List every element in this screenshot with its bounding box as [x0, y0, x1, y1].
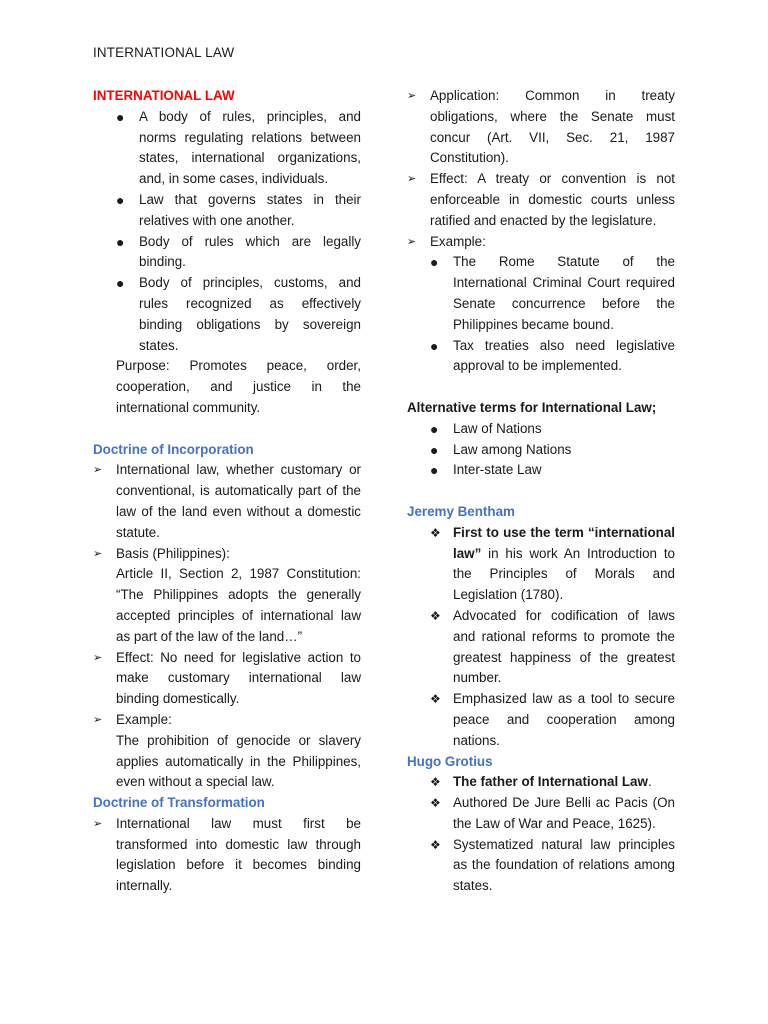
bullet-icon: ●: [430, 254, 439, 271]
list-item: [93, 648, 361, 710]
bullet-icon: ●: [116, 191, 125, 208]
list-item: [407, 793, 675, 835]
list-item-text: Inter-state Law: [453, 462, 542, 478]
arrow-icon: ➢: [93, 817, 103, 830]
list-item-text: Advocated for codification of laws and rational reforms to promote the greatest happiness of the greatest number.: [453, 607, 675, 686]
list-item: [407, 523, 675, 606]
list-item: [407, 440, 675, 461]
right-column: [407, 86, 675, 897]
list-item-text: Application: Common in treaty obligations, where the Senate must concur (Art. VII, Sec. 21, 1987 Constitution).: [430, 88, 675, 166]
list-item-text: International law, whether customary or conventional, is automatically part of the law of the land even without a domestic statute.: [116, 462, 361, 540]
left-column: [93, 86, 361, 897]
arrow-icon: ➢: [93, 547, 103, 560]
bullet-icon: ●: [116, 233, 125, 250]
list-item: [407, 86, 675, 169]
list-item: [93, 814, 361, 897]
diamond-bullet-icon: ❖: [430, 837, 441, 852]
list-item: [407, 689, 675, 751]
list-item-text: Example:: [430, 233, 486, 249]
list-item-bold-text: The father of International Law: [453, 774, 648, 790]
arrow-icon: ➢: [407, 235, 417, 248]
list-item-text: Body of principles, customs, and rules recognized as effectively binding obligations by sovereign states.: [139, 275, 361, 353]
list-item: [407, 606, 675, 689]
list-item-text: International law must first be transformed into domestic law through legislation before it becomes binding internally.: [116, 815, 361, 894]
list-item: [407, 232, 675, 253]
list-item: [93, 107, 361, 190]
list-item-continuation: Article II, Section 2, 1987 Constitution: “The Philippines adopts the generally accepted principles of international law as part of the law of the land…”: [116, 566, 361, 644]
list-item-text: Effect: A treaty or convention is not enforceable in domestic courts unless ratified and enacted by the legislature.: [430, 171, 675, 228]
arrow-icon: ➢: [93, 713, 103, 726]
diamond-bullet-icon: ❖: [430, 775, 441, 790]
bullet-icon: ●: [430, 420, 439, 437]
list-item-text: Law that governs states in their relatives with one another.: [139, 191, 361, 228]
list-item: [407, 419, 675, 440]
list-item-text: Example:: [116, 711, 172, 727]
section-heading-incorporation: Doctrine of Incorporation: [93, 441, 254, 457]
spacer: [407, 481, 675, 502]
spacer: [407, 377, 675, 398]
list-item: [93, 710, 361, 731]
arrow-icon: ➢: [93, 464, 103, 477]
list-item-text: The Rome Statute of the International Criminal Court required Senate concurrence before the Philippines became bound.: [453, 254, 675, 332]
list-item: [407, 336, 675, 378]
section-heading-alternative-terms: Alternative terms for International Law;: [407, 399, 657, 415]
list-item: [407, 772, 675, 793]
section-heading-jeremy-bentham: Jeremy Bentham: [407, 503, 515, 519]
list-item: [93, 190, 361, 232]
list-item-text: .: [647, 774, 652, 790]
diamond-bullet-icon: ❖: [430, 525, 441, 540]
bullet-icon: ●: [430, 337, 439, 354]
list-item: [407, 169, 675, 231]
list-item-text: Law among Nations: [453, 441, 572, 457]
diamond-bullet-icon: ❖: [430, 796, 441, 811]
arrow-icon: ➢: [407, 90, 417, 102]
list-item: [407, 460, 675, 481]
list-item: [93, 460, 361, 543]
section-heading-hugo-grotius: Hugo Grotius: [407, 753, 493, 769]
list-item: [407, 252, 675, 335]
list-item-text: in his work An Introduction to the Principles of Morals and Legislation (1780).: [453, 545, 675, 603]
diamond-bullet-icon: ❖: [430, 608, 441, 623]
list-item-text: Authored De Jure Belli ac Pacis (On the Law of War and Peace, 1625).: [453, 795, 675, 831]
list-item-text: A body of rules, principles, and norms regulating relations between states, international organizations, and, in some cases, individuals.: [139, 108, 361, 187]
list-item-text: Tax treaties also need legislative approval to be implemented.: [453, 337, 675, 374]
list-item-text: Emphasized law as a tool to secure peace and cooperation among nations.: [453, 691, 675, 748]
list-item: [93, 544, 361, 565]
purpose-paragraph: Purpose: Promotes peace, order, cooperation, and justice in the international community.: [116, 358, 361, 415]
list-item-text: Body of rules which are legally binding.: [139, 233, 361, 270]
list-item-text: Law of Nations: [453, 420, 542, 436]
list-item: [407, 835, 675, 897]
spacer: [93, 419, 361, 440]
bullet-icon: ●: [116, 108, 125, 125]
bullet-icon: ●: [430, 462, 439, 479]
list-item: [93, 232, 361, 274]
arrow-icon: ➢: [407, 173, 417, 186]
bullet-icon: ●: [430, 441, 439, 458]
list-item: [93, 273, 361, 356]
document-header: INTERNATIONAL LAW: [93, 45, 235, 60]
section-heading-international-law: INTERNATIONAL LAW: [93, 88, 235, 103]
list-item-continuation: The prohibition of genocide or slavery applies automatically in the Philippines, even without a special law.: [116, 732, 361, 790]
diamond-bullet-icon: ❖: [430, 692, 441, 707]
arrow-icon: ➢: [93, 651, 103, 664]
list-item-text: Basis (Philippines):: [116, 545, 230, 561]
list-item-text: Effect: No need for legislative action to make customary international law binding domestically.: [116, 649, 361, 707]
bullet-icon: ●: [116, 275, 125, 292]
list-item-bold-text: First to use the term “international law”: [453, 524, 675, 561]
list-item-text: Systematized natural law principles as the foundation of relations among states.: [453, 836, 675, 894]
section-heading-transformation: Doctrine of Transformation: [93, 795, 265, 811]
